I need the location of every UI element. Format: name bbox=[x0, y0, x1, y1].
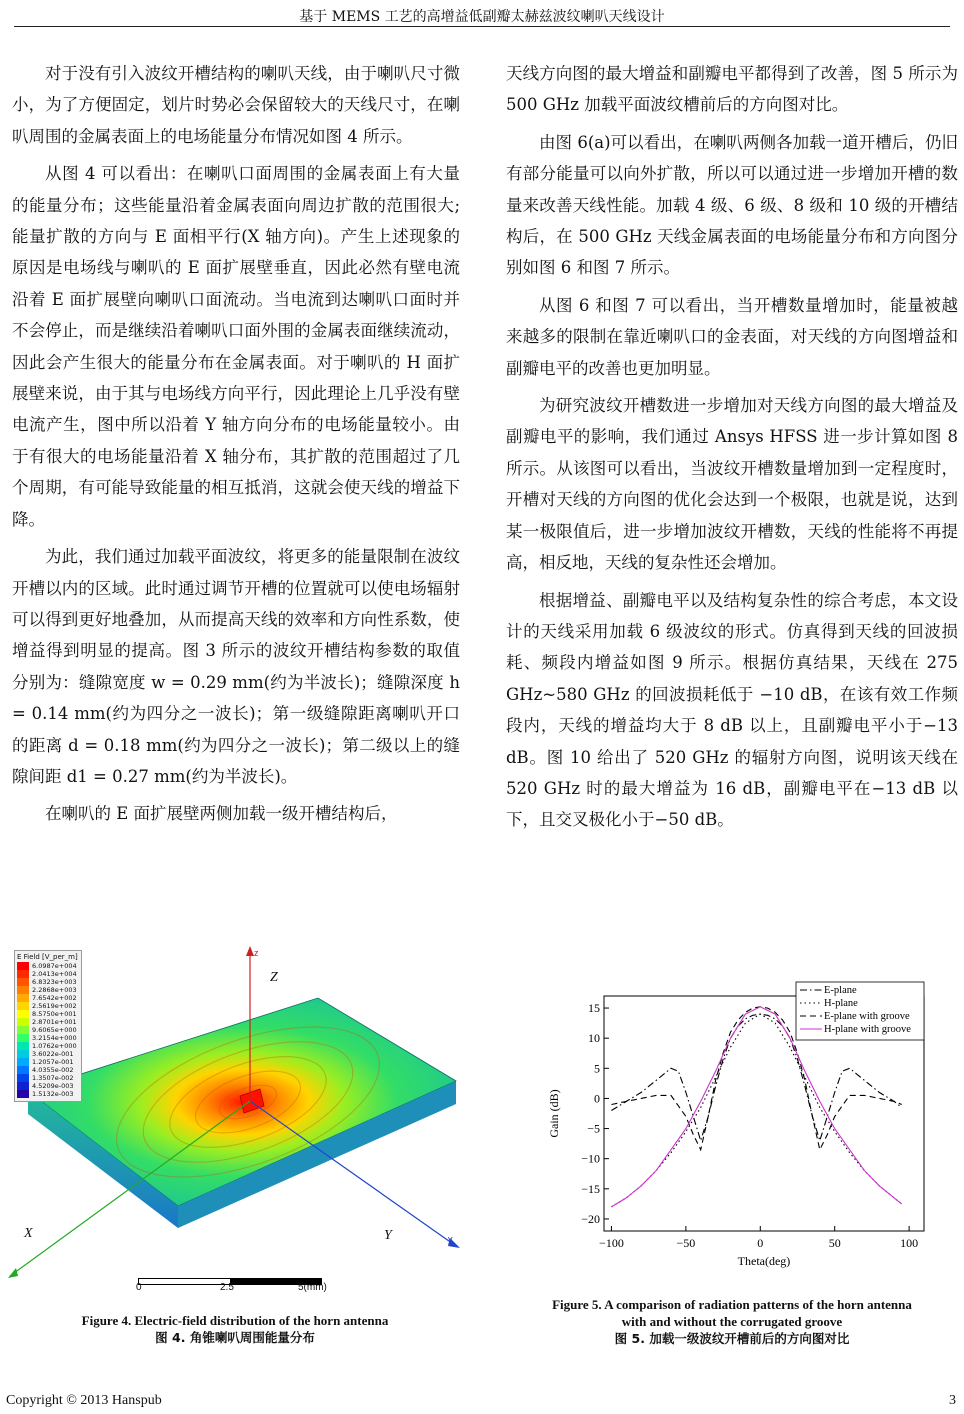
legend-entry bbox=[15, 986, 81, 994]
legend-entry bbox=[15, 1090, 81, 1098]
legend-swatch bbox=[17, 962, 29, 970]
legend-entry bbox=[15, 1042, 81, 1050]
footer-page-number: 3 bbox=[949, 1393, 956, 1408]
legend-label: E-plane with groove bbox=[824, 1011, 910, 1022]
axis-label-x: X bbox=[24, 1226, 33, 1241]
page-header: 基于 MEMS 工艺的高增益低副瓣太赫兹波纹喇叭天线设计 bbox=[299, 9, 665, 25]
figure-4 bbox=[8, 946, 460, 1296]
paragraph: 为此，我们通过加载平面波纹，将更多的能量限制在波纹开槽以内的区域。此时通过调节开槽的位置就可以使电场辐射可以得到更好地叠加，从而提高天线的效率和方向性系数，使增益得到明显的提高。图 3 所示的波纹开槽结构参数的取值分别为：缝隙宽度 w = 0.29 mm(约为半波长)；缝隙深度 h = 0.14 mm(约为四分之一波长)；第一级缝隙距离喇叭开口的距离 d = 0.18 mm(约为四分之一波长)；第二级以上的缝隙间距 d1 = 0.27 mm(约为半波长)。 bbox=[12, 547, 460, 786]
legend-swatch bbox=[17, 1018, 29, 1026]
x-tick-label: −100 bbox=[599, 1236, 624, 1250]
paragraph: 根据增益、副瓣电平以及结构复杂性的综合考虑，本文设计的天线采用加载 6 级波纹的形式。仿真得到天线的回波损耗、频段内增益如图 9 所示。根据仿真结果，天线在 275 GHz~580 GHz 的回波损耗低于 −10 dB，在该有效工作频段内，天线的增益均大于 8 dB 以上，且副瓣电平小于−13 dB。图 10 给出了 520 GHz 的辐射方向图，说明该天线在 520 GHz 时的最大增益为 16 dB，副瓣电平在−13 dB 以下，且交叉极化小于−50 dB。 bbox=[506, 590, 958, 830]
x-tick-label: 100 bbox=[900, 1236, 919, 1250]
legend-value: 1.2057e-001 bbox=[32, 1058, 74, 1066]
legend-rows bbox=[15, 962, 81, 1098]
legend-entry bbox=[15, 1026, 81, 1034]
series-line bbox=[611, 1014, 901, 1207]
legend-entry bbox=[15, 1074, 81, 1082]
paragraph: 由图 6(a)可以看出，在喇叭两侧各加载一道开槽后，仍旧有部分能量可以向外扩散，所以可以通过进一步增加开槽的数量来改善天线性能。加载 4 级、6 级、8 级和 10 级的开槽结构后，在 500 GHz 天线金属表面的电场能量分布和方向图分别如图 6 和图 7 所示。 bbox=[506, 132, 958, 278]
figure-5 bbox=[540, 976, 936, 1286]
legend-value: 7.6542e+002 bbox=[32, 994, 77, 1002]
right-column bbox=[506, 58, 958, 842]
paragraph: 天线方向图的最大增益和副瓣电平都得到了改善，图 5 所示为 500 GHz 加载平面波纹槽前后的方向图对比。 bbox=[506, 64, 958, 115]
figure-4-caption bbox=[10, 1312, 460, 1346]
left-column bbox=[12, 58, 460, 836]
caption-en-line2: with and without the corrugated groove bbox=[621, 1314, 843, 1329]
legend-swatch bbox=[17, 1082, 29, 1090]
legend-entry bbox=[15, 1050, 81, 1058]
scale-label-2-5: 2.5 bbox=[220, 1282, 234, 1293]
legend-value: 6.8323e+003 bbox=[32, 978, 77, 986]
caption-en-line1: Figure 5. A comparison of radiation patterns of the horn antenna bbox=[552, 1297, 912, 1312]
legend-swatch bbox=[17, 978, 29, 986]
legend-swatch bbox=[17, 1002, 29, 1010]
legend-entry bbox=[15, 970, 81, 978]
legend-value: 4.0355e-002 bbox=[32, 1066, 74, 1074]
legend-entry bbox=[15, 994, 81, 1002]
legend-swatch bbox=[17, 994, 29, 1002]
legend-swatch bbox=[17, 1010, 29, 1018]
y-tick-label: −15 bbox=[581, 1181, 600, 1196]
axis-label-y-small: y bbox=[448, 1234, 453, 1244]
legend-title: E Field [V_per_m] bbox=[17, 953, 78, 961]
legend-swatch bbox=[17, 1074, 29, 1082]
legend-label: E-plane bbox=[824, 985, 857, 996]
legend-value: 3.6022e-001 bbox=[32, 1050, 74, 1058]
axis-label-z: Z bbox=[270, 970, 278, 985]
legend-value: 1.5132e-003 bbox=[32, 1090, 74, 1098]
legend-entry bbox=[15, 1082, 81, 1090]
y-tick-label: −5 bbox=[587, 1121, 600, 1136]
paragraph: 为研究波纹开槽数进一步增加对天线方向图的最大增益及副瓣电平的影响，我们通过 Ansys HFSS 进一步计算如图 8 所示。从该图可以看出，当波纹开槽数量增加到一定程度时，开槽对天线的方向图的优化会达到一个极限，也就是说，达到某一极限值后，进一步增加波纹开槽数，天线的性能将不再提高，相反地，天线的复杂性还会增加。 bbox=[506, 396, 958, 573]
x-tick-label: −50 bbox=[676, 1236, 696, 1250]
legend-value: 4.5209e-003 bbox=[32, 1082, 74, 1090]
legend-entry bbox=[15, 978, 81, 986]
axis-label-y: Y bbox=[384, 1228, 392, 1243]
field-legend bbox=[14, 950, 82, 1102]
caption-en: Figure 4. Electric-field distribution of the horn antenna bbox=[81, 1313, 389, 1328]
legend-value: 2.2868e+003 bbox=[32, 986, 77, 994]
header-rule bbox=[14, 26, 950, 27]
legend-swatch bbox=[17, 1050, 29, 1058]
y-tick-label: 5 bbox=[594, 1061, 600, 1076]
legend-value: 2.5619e+002 bbox=[32, 1002, 77, 1010]
legend-swatch bbox=[17, 970, 29, 978]
legend-entry bbox=[15, 1010, 81, 1018]
axis-label-z-small: z bbox=[254, 948, 259, 958]
caption-zh: 图 5. 加载一级波纹开槽前后的方向图对比 bbox=[614, 1331, 850, 1346]
legend-swatch bbox=[17, 1066, 29, 1074]
legend-entry bbox=[15, 1066, 81, 1074]
figure-5-caption bbox=[506, 1296, 958, 1347]
x-tick-label: 0 bbox=[757, 1236, 764, 1250]
legend-entry bbox=[15, 1034, 81, 1042]
y-tick-label: 15 bbox=[588, 1001, 600, 1016]
x-tick-label: 50 bbox=[828, 1236, 841, 1250]
legend-swatch bbox=[17, 1058, 29, 1066]
legend-value: 8.5750e+001 bbox=[32, 1010, 77, 1018]
legend-entry bbox=[15, 962, 81, 970]
x-axis-label: Theta(deg) bbox=[737, 1254, 791, 1268]
legend-value: 2.8701e+001 bbox=[32, 1018, 77, 1026]
paragraph: 在喇叭的 E 面扩展壁两侧加载一级开槽结构后， bbox=[45, 804, 398, 824]
scale-label-0: 0 bbox=[136, 1282, 142, 1293]
footer-copyright: Copyright © 2013 Hanspub bbox=[6, 1393, 162, 1408]
y-tick-label: −10 bbox=[581, 1151, 600, 1166]
radiation-pattern-chart bbox=[540, 976, 936, 1286]
legend-swatch bbox=[17, 1042, 29, 1050]
legend-swatch bbox=[17, 1090, 29, 1098]
scale-label-5: 5(mm) bbox=[298, 1282, 327, 1293]
legend-entry bbox=[15, 1058, 81, 1066]
legend-value: 2.0413e+004 bbox=[32, 970, 77, 978]
legend-swatch bbox=[17, 986, 29, 994]
y-tick-label: −20 bbox=[581, 1211, 600, 1226]
legend-swatch bbox=[17, 1026, 29, 1034]
legend-swatch bbox=[17, 1034, 29, 1042]
legend-value: 1.0762e+000 bbox=[32, 1042, 77, 1050]
legend-label: H-plane with groove bbox=[824, 1024, 911, 1035]
y-tick-label: 10 bbox=[588, 1031, 600, 1046]
legend-value: 1.3507e-002 bbox=[32, 1074, 74, 1082]
legend-value: 3.2154e+000 bbox=[32, 1034, 77, 1042]
legend-value: 9.6065e+000 bbox=[32, 1026, 77, 1034]
legend-entry bbox=[15, 1018, 81, 1026]
caption-zh: 图 4. 角锥喇叭周围能量分布 bbox=[155, 1330, 315, 1345]
legend-label: H-plane bbox=[824, 998, 858, 1009]
paragraph: 对于没有引入波纹开槽结构的喇叭天线，由于喇叭尺寸微小，为了方便固定，划片时势必会保留较大的天线尺寸，在喇叭周围的金属表面上的电场能量分布情况如图 4 所示。 bbox=[12, 64, 460, 146]
y-tick-label: 0 bbox=[594, 1091, 600, 1106]
paragraph: 从图 4 可以看出：在喇叭口面周围的金属表面上有大量的能量分布；这些能量沿着金属表面向周边扩散的范围很大;能量扩散的方向与 E 面相平行(X 轴方向)。产生上述现象的原因是电场线与喇叭的 E 面扩展壁垂直，因此必然有壁电流沿着 E 面扩展壁向喇叭口面流动。当电流到达喇叭口面时并不会停止，而是继续沿着喇叭口面外围的金属表面继续流动，因此会产生很大的能量分布在金属表面。对于喇叭的 H 面扩展壁来说，由于其与电场线方向平行，因此理论上几乎没有壁电流产生，图中所以沿着 Y 轴方向分布的电场能量较小。由于有很大的电场能量沿着 X 轴分布，其扩散的范围超过了几个周期，有可能导致能量的相互抵消，这就会使天线的增益下降。 bbox=[12, 164, 460, 529]
paragraph: 从图 6 和图 7 可以看出，当开槽数量增加时，能量被越来越多的限制在靠近喇叭口的金表面，对天线的方向图增益和副瓣电平的改善也更加明显。 bbox=[506, 295, 958, 378]
y-axis-label: Gain (dB) bbox=[547, 1089, 561, 1138]
legend-entry bbox=[15, 1002, 81, 1010]
legend-value: 6.0987e+004 bbox=[32, 962, 77, 970]
